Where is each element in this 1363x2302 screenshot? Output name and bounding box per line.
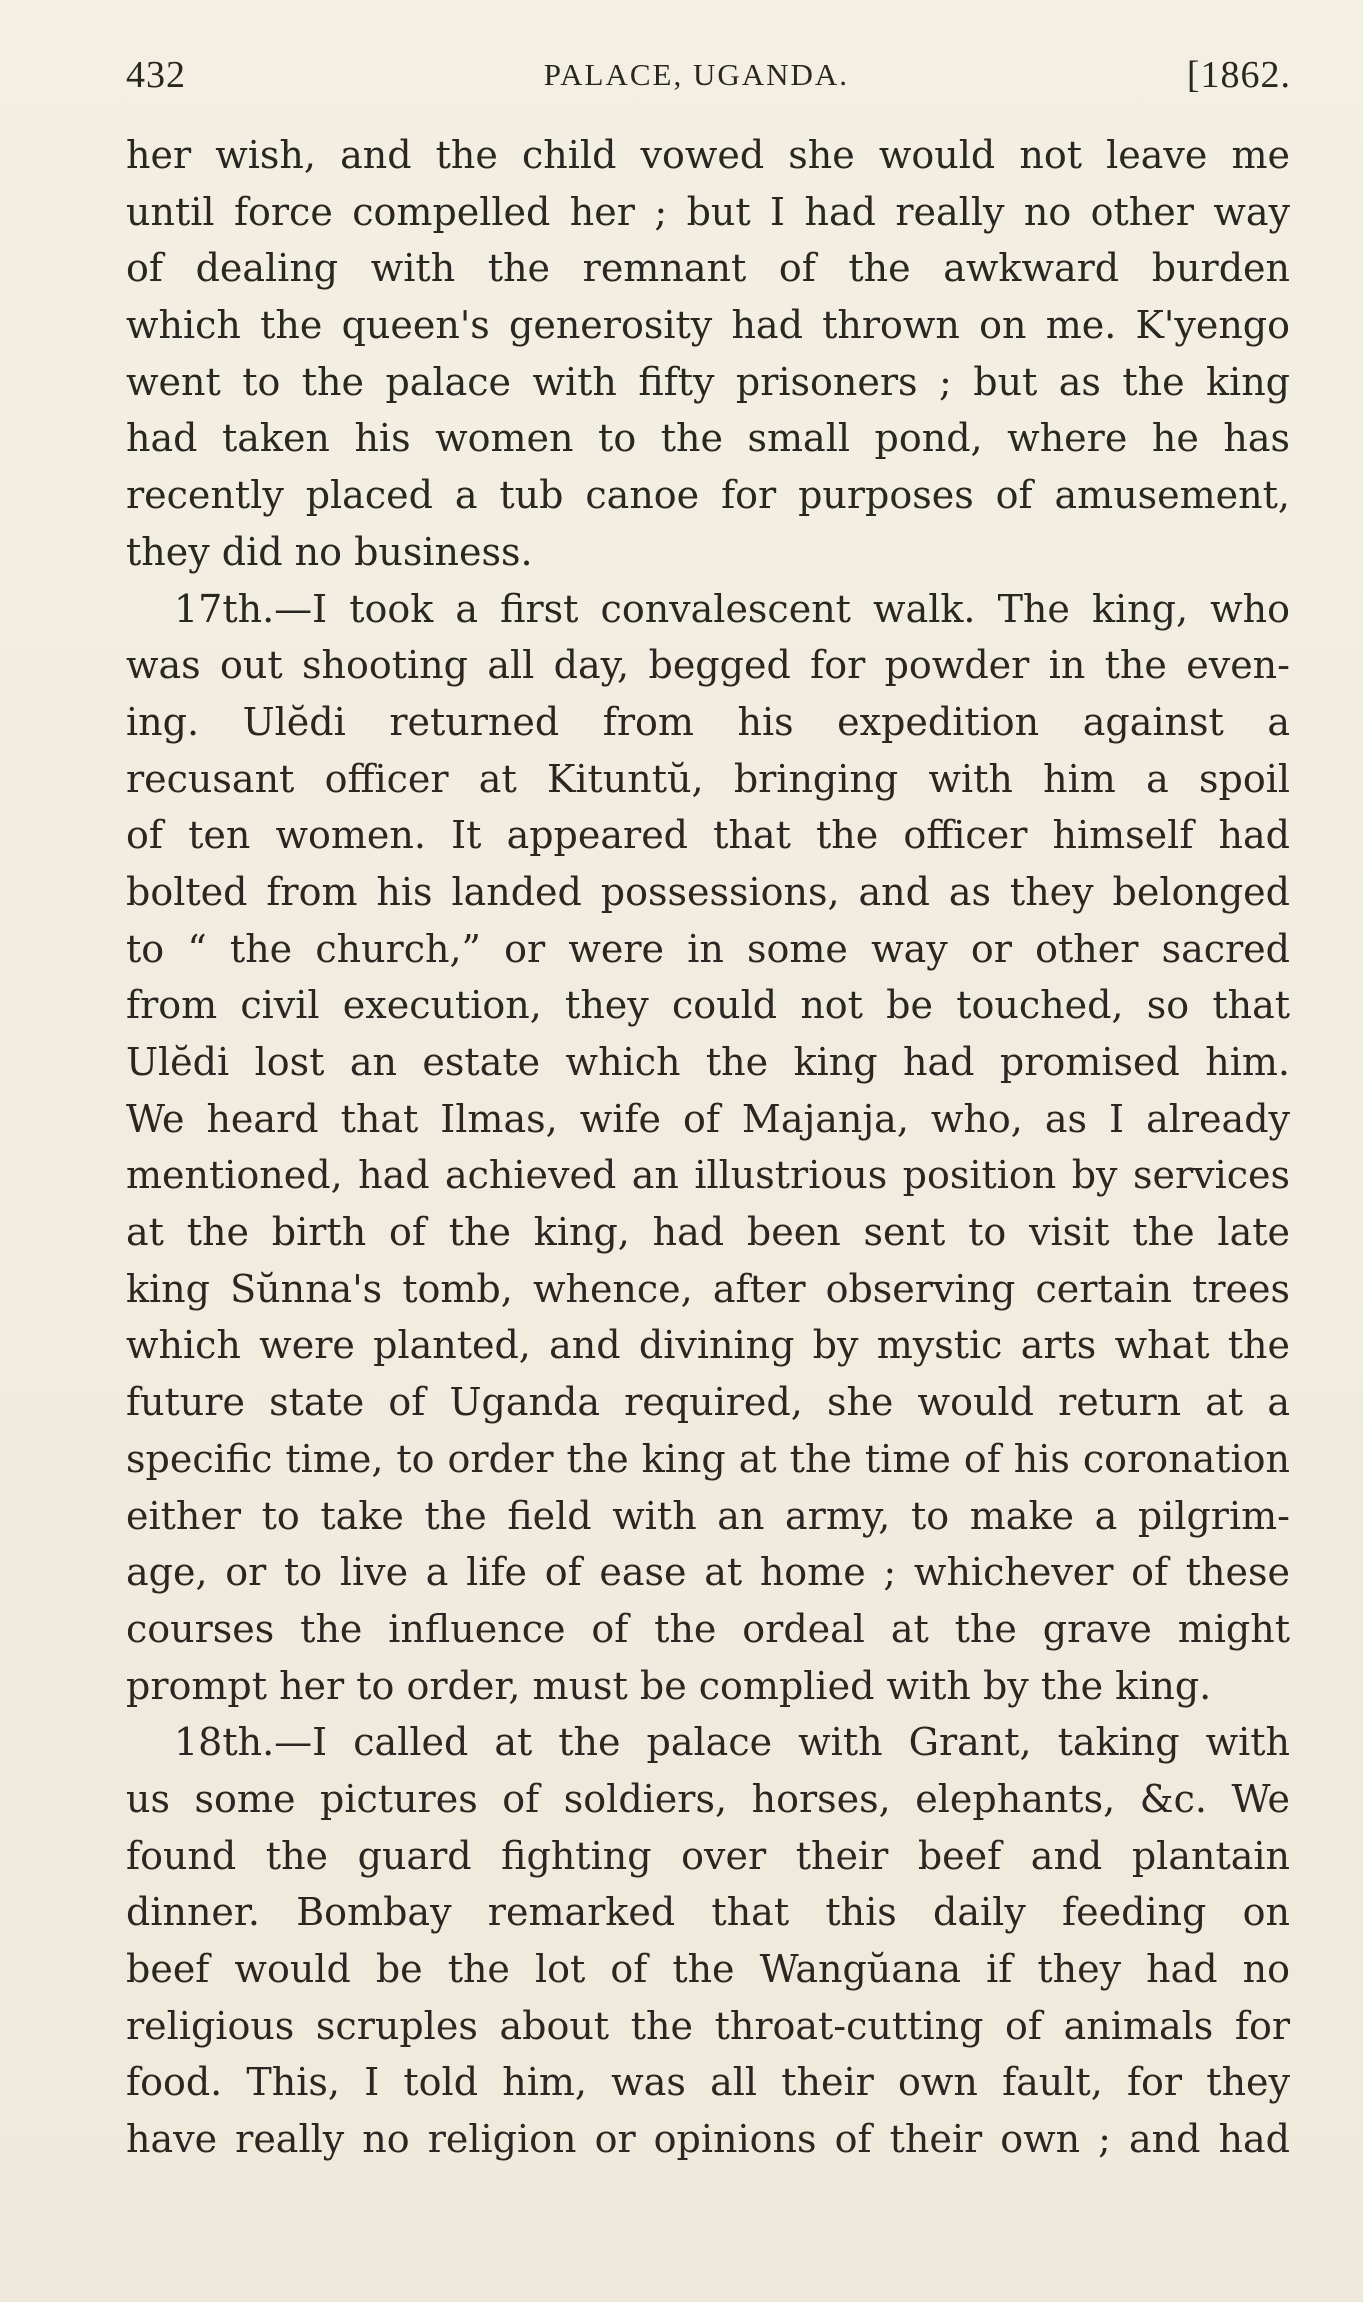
text-line: 17th.—I took a first convalescent walk. The king, who [174, 586, 1290, 631]
text-line: either to take the field with an army, to make a pilgrim- [126, 1493, 1290, 1538]
text-line: recusant officer at Kituntŭ, bringing with him a spoil [126, 756, 1290, 801]
text-line: from civil execution, they could not be touched, so that [126, 983, 1290, 1028]
text-line: 18th.—I called at the palace with Grant, taking with [174, 1720, 1290, 1765]
text-line: which were planted, and divining by mystic arts what the [126, 1323, 1290, 1368]
text-line: have really no religion or opinions of their own ; and had [126, 2117, 1290, 2162]
text-line: religious scruples about the throat-cutting of animals for [126, 2003, 1290, 2048]
text-line: food. This, I told him, was all their own fault, for they [126, 2060, 1290, 2105]
body-text [126, 127, 1290, 2168]
text-line: to “ the church,” or were in some way or other sacred [126, 926, 1290, 971]
text-line: her wish, and the child vowed she would not leave me [126, 133, 1290, 177]
text-line: specific time, to order the king at the time of his coronation [126, 1436, 1290, 1481]
text-line: ing. Ulĕdi returned from his expedition against a [126, 699, 1290, 744]
text-line: beef would be the lot of the Wangŭana if they had no [126, 1947, 1290, 1991]
running-title: PALACE, UGANDA. [543, 57, 850, 92]
text-line: courses the influence of the ordeal at the grave might [126, 1606, 1290, 1651]
text-line: went to the palace with fifty prisoners ; but as the king [126, 359, 1290, 404]
text-line: of dealing with the remnant of the awkward burden [126, 246, 1290, 291]
text-line: had taken his women to the small pond, where he has [126, 416, 1290, 461]
text-line: recently placed a tub canoe for purposes of amusement, [126, 473, 1290, 518]
text-line: which the queen's generosity had thrown on me. K'yengo [126, 303, 1290, 348]
page-number: 432 [126, 54, 186, 96]
text-line: king Sŭnna's tomb, whence, after observing certain trees [126, 1266, 1290, 1311]
running-year: [1862. [1186, 54, 1291, 96]
text-line: bolted from his landed possessions, and as they belonged [126, 869, 1290, 914]
text-line: dinner. Bombay remarked that this daily feeding on [126, 1890, 1290, 1935]
text-line: future state of Uganda required, she would return at a [126, 1380, 1290, 1425]
text-line: us some pictures of soldiers, horses, elephants, &c. We [126, 1776, 1290, 1821]
text-line: they did no business. [126, 529, 533, 574]
text-line: We heard that Ilmas, wife of Majanja, who, as I already [126, 1096, 1290, 1141]
text-line: at the birth of the king, had been sent to visit the late [126, 1210, 1290, 1255]
text-line: was out shooting all day, begged for powder in the even- [126, 643, 1290, 688]
text-line: age, or to live a life of ease at home ; whichever of these [126, 1550, 1290, 1595]
running-head [126, 48, 1291, 102]
text-line: found the guard fighting over their beef and plantain [126, 1833, 1290, 1878]
text-line: prompt her to order, must be complied with by the king. [126, 1663, 1212, 1708]
text-line: of ten women. It appeared that the officer himself had [126, 813, 1290, 858]
text-line: Ulĕdi lost an estate which the king had promised him. [126, 1040, 1290, 1084]
text-line: mentioned, had achieved an illustrious position by services [126, 1153, 1290, 1198]
text-line: until force compelled her ; but I had really no other way [126, 189, 1290, 234]
